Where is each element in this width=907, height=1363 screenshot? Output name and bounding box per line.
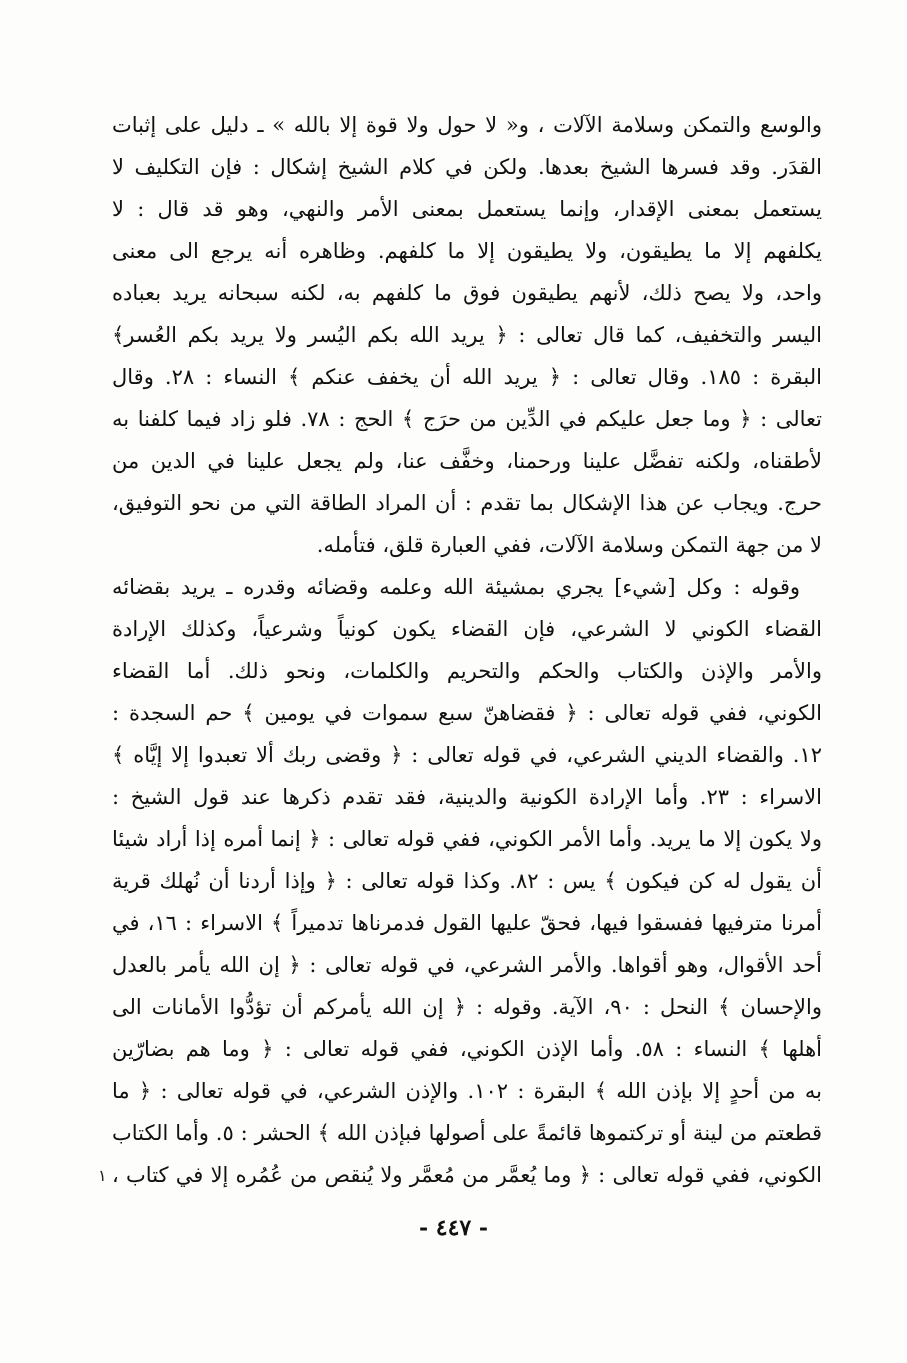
text-line: لا من جهة التمكن وسلامة الآلات، ففي العبارة قلق، فتأمله. (316, 533, 822, 557)
text-line: ١٢. والقضاء الديني الشرعي، في قوله تعالى : ﴿ وقضى ربك ألا تعبدوا إلا إيَّاه ﴾ (112, 743, 822, 767)
text-line: أهلها ﴾ النساء : ٥٨. وأما الإذن الكوني، ففي قوله تعالى : ﴿ وما هم بضارّين (112, 1037, 822, 1061)
text-line: أمرنا مترفيها ففسقوا فيها، فحقّ عليها القول فدمرناها تدميراً ﴾ الاسراء : ١٦، في (112, 911, 822, 935)
body-text (112, 104, 822, 1196)
text-line: أحد الأقوال، وهو أقواها. والأمر الشرعي، في قوله تعالى : ﴿ إن الله يأمر بالعدل (112, 953, 822, 977)
margin-mark: ١ (98, 1166, 107, 1185)
text-line: البقرة : ١٨٥. وقال تعالى : ﴿ يريد الله أن يخفف عنكم ﴾ النساء : ٢٨. وقال (112, 365, 822, 389)
text-line: يستعمل بمعنى الإقدار، وإنما يستعمل بمعنى الأمر والنهي، وهو قد قال : لا (112, 197, 822, 221)
text-line: الاسراء : ٢٣. وأما الإرادة الكونية والدينية، فقد تقدم ذكرها عند قول الشيخ : (112, 785, 822, 809)
text-line: به من أحدٍ إلا بإذن الله ﴾ البقرة : ١٠٢. والإذن الشرعي، في قوله تعالى : ﴿ ما (112, 1079, 822, 1103)
text-line: يكلفهم إلا ما يطيقون، ولا يطيقون إلا ما كلفهم. وظاهره أنه يرجع الى معنى (112, 239, 822, 263)
text-line: تعالى : ﴿ وما جعل عليكم في الدِّين من حرَج ﴾ الحج : ٧٨. فلو زاد فيما كلفنا به (112, 407, 822, 431)
text-line: القدَر. وقد فسرها الشيخ بعدها. ولكن في كلام الشيخ إشكال : فإن التكليف لا (112, 155, 822, 179)
text-line: ولا يكون إلا ما يريد. وأما الأمر الكوني، ففي قوله تعالى : ﴿ إنما أمره إذا أراد شيئا (112, 827, 822, 851)
text-line: وقوله : وكل [شيء] يجري بمشيئة الله وعلمه وقضائه وقدره ـ يريد بقضائه (112, 575, 800, 599)
page-number: - ٤٤٧ - (418, 1215, 489, 1241)
text-line: أن يقول له كن فيكون ﴾ يس : ٨٢. وكذا قوله تعالى : ﴿ وإذا أردنا أن نُهلك قرية (112, 869, 822, 893)
text-line: لأطقناه، ولكنه تفضَّل علينا ورحمنا، وخفَّف عنا، ولم يجعل علينا في الدين من (112, 449, 822, 473)
text-line: الكوني، ففي قوله تعالى : ﴿ وما يُعمَّر من مُعمَّر ولا يُنقص من عُمُره إلا في كتاب ، (112, 1163, 822, 1187)
text-line: والإحسان ﴾ النحل : ٩٠، الآية. وقوله : ﴿ إن الله يأمركم أن تؤدُّوا الأمانات الى (112, 995, 822, 1019)
text-line: القضاء الكوني لا الشرعي، فإن القضاء يكون كونياً وشرعياً، وكذلك الإرادة (112, 617, 822, 641)
text-line: والوسع والتمكن وسلامة الآلات ، و« لا حول ولا قوة إلا بالله » ـ دليل على إثبات (112, 113, 822, 137)
text-line: حرج. ويجاب عن هذا الإشكال بما تقدم : أن المراد الطاقة التي من نحو التوفيق، (112, 491, 822, 515)
text-line: والأمر والإذن والكتاب والحكم والتحريم والكلمات، ونحو ذلك. أما القضاء (112, 659, 822, 683)
text-line: الكوني، ففي قوله تعالى : ﴿ فقضاهنّ سبع سموات في يومين ﴾ حم السجدة : (112, 701, 822, 725)
text-line: واحد، ولا يصح ذلك، لأنهم يطيقون فوق ما كلفهم به، لكنه سبحانه يريد بعباده (112, 281, 822, 305)
text-line: اليسر والتخفيف، كما قال تعالى : ﴿ يريد الله بكم اليُسر ولا يريد بكم العُسر﴾ (112, 323, 822, 347)
text-line: قطعتم من لينة أو تركتموها قائمةً على أصولها فبإذن الله ﴾ الحشر : ٥. وأما الكتاب (112, 1121, 822, 1145)
